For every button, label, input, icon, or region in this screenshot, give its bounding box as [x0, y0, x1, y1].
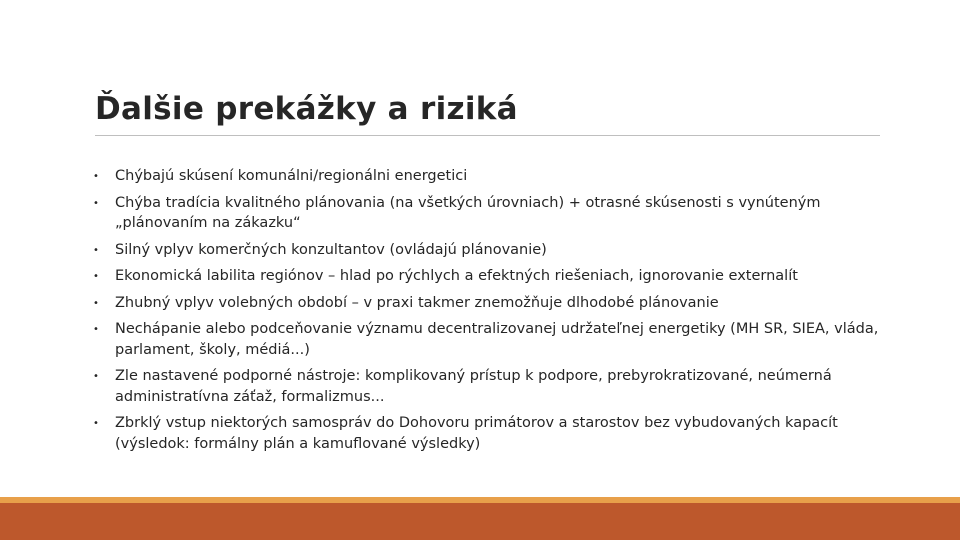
- bullet-text: Chýba tradícia kvalitného plánovania (na všetkých úrovniach) + otrasné skúsenosti s vynúteným „plánovaním na zákazku“: [115, 194, 821, 231]
- slide-title: Ďalšie prekážky a riziká: [95, 91, 518, 127]
- bullet-icon: •: [93, 371, 99, 382]
- list-item: [93, 240, 883, 261]
- bullet-text: Zhubný vplyv volebných období – v praxi takmer znemožňuje dlhodobé plánovanie: [115, 294, 719, 311]
- footer-bar: [0, 497, 960, 540]
- bullet-list: [93, 166, 883, 460]
- bullet-text: Chýbajú skúsení komunálni/regionálni energetici: [115, 168, 468, 184]
- bullet-icon: •: [93, 171, 99, 182]
- list-item: [93, 293, 883, 314]
- list-item: [93, 193, 883, 234]
- bullet-icon: •: [93, 244, 99, 256]
- bullet-icon: •: [93, 197, 99, 209]
- footer-accent-stripe: [0, 497, 960, 503]
- list-item: [93, 319, 883, 360]
- list-item: [93, 366, 883, 407]
- bullet-icon: •: [93, 418, 99, 429]
- bullet-text: Zbrklý vstup niektorých samospráv do Dohovoru primátorov a starostov bez vybudovaných kapacít (výsledok: formálny plán a kamuflované výsledky): [115, 415, 838, 452]
- list-item: [93, 166, 883, 187]
- bullet-text: Ekonomická labilita regiónov – hlad po rýchlych a efektných riešeniach, ignorovanie externalít: [115, 268, 798, 284]
- bullet-text: Silný vplyv komerčných konzultantov (ovládajú plánovanie): [115, 241, 547, 258]
- list-item: [93, 413, 883, 454]
- bullet-text: Nechápanie alebo podceňovanie významu decentralizovanej udržateľnej energetiky (MH SR, SIEA, vláda, parlament, školy, médiá...): [115, 321, 879, 358]
- bullet-text: Zle nastavené podporné nástroje: komplikovaný prístup k podpore, prebyrokratizované, neúmerná administratívna záťaž, formalizmus...: [115, 368, 832, 405]
- title-divider: [95, 135, 880, 136]
- list-item: [93, 266, 883, 287]
- bullet-icon: •: [93, 324, 99, 335]
- bullet-icon: •: [93, 271, 99, 282]
- bullet-icon: •: [93, 297, 99, 309]
